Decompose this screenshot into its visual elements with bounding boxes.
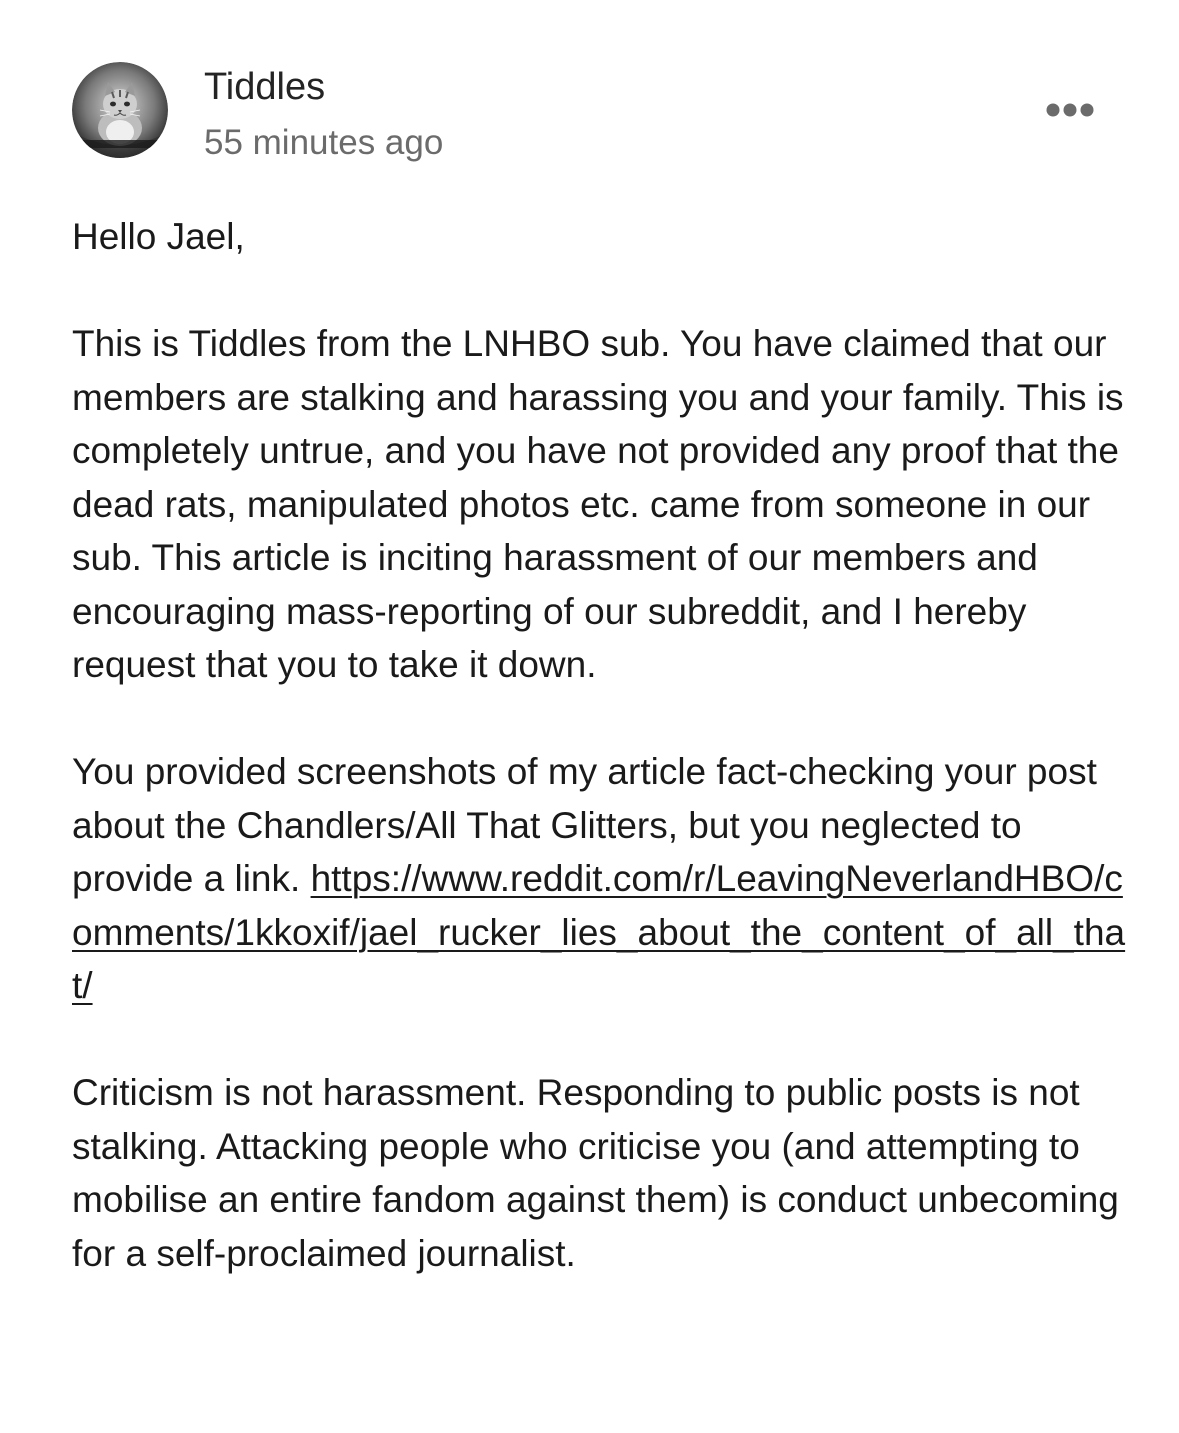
more-options-button[interactable] xyxy=(1040,90,1100,130)
comment-header xyxy=(72,62,1112,162)
cat-photo-avatar-icon xyxy=(72,62,168,158)
comment-timestamp: 55 minutes ago xyxy=(204,123,444,162)
more-horizontal-icon xyxy=(1046,103,1094,117)
reddit-post-link[interactable]: https://www.reddit.com/r/LeavingNeverlandHBO/comments/1kkoxif/jael_rucker_lies_about_the_content_of_all_that/ xyxy=(72,858,1126,1006)
greeting-paragraph: Hello Jael, xyxy=(72,216,245,257)
author-name[interactable]: Tiddles xyxy=(204,66,326,108)
body-paragraph-1: This is Tiddles from the LNHBO sub. You have claimed that our members are stalking and harassing you and your family. This is completely untrue, and you have not provided any proof that the dead rats, manipulated photos etc. came from someone in our sub. This article is inciting harassment of our members and encouraging mass-reporting of our subreddit, and I hereby request that you to take it down. xyxy=(72,323,1124,685)
author-avatar[interactable] xyxy=(72,62,168,158)
comment-body xyxy=(72,210,1132,1280)
body-paragraph-2 xyxy=(72,745,1132,1013)
body-paragraph-3: Criticism is not harassment. Responding to public posts is not stalking. Attacking people who criticise you (and attempting to mobilise an entire fandom against them) is conduct unbecoming for a self-proclaimed journalist. xyxy=(72,1072,1119,1274)
body-paragraph-2-text: You provided screenshots of my article fact-checking your post about the Chandlers/All That Glitters, but you neglected to provide a link. xyxy=(72,751,1097,899)
